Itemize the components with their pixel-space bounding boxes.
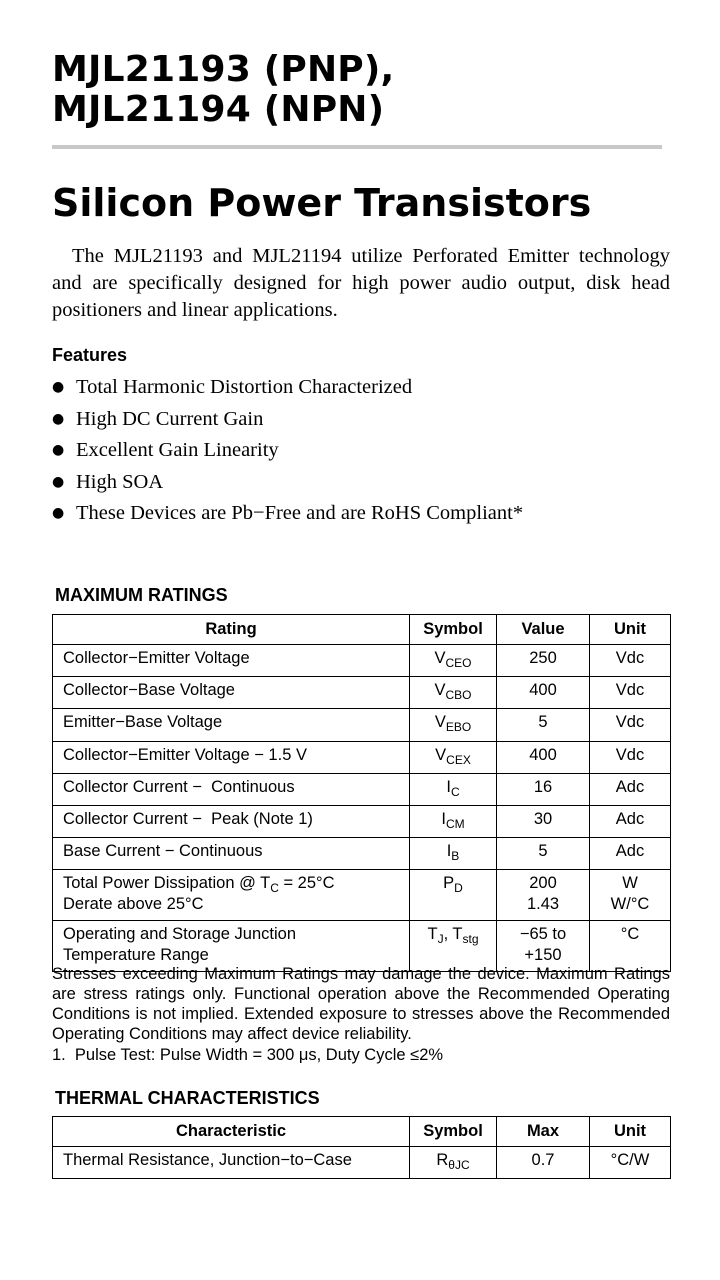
symbol-cell	[410, 741, 497, 773]
thermal-heading: THERMAL CHARACTERISTICS	[55, 1088, 320, 1108]
unit-cell: Vdc	[590, 741, 671, 773]
rating-cell: Collector Current − Peak (Note 1)	[53, 805, 410, 837]
footnote-1: 1. Pulse Test: Pulse Width = 300 μs, Duty Cycle ≤2%	[52, 1046, 444, 1064]
column-header-max: Max	[497, 1117, 590, 1147]
rating-text: Total Power Dissipation @ T	[63, 874, 271, 893]
max-cell: 0.7	[497, 1147, 590, 1179]
value-cell: 400	[497, 741, 590, 773]
symbol-subscript: CEX	[446, 752, 471, 767]
table-row-power-dissipation	[53, 870, 671, 921]
max-ratings-heading: MAXIMUM RATINGS	[55, 585, 228, 605]
rating-cell: Collector Current − Continuous	[53, 773, 410, 805]
rating-subscript: C	[270, 881, 279, 896]
rating-text-suffix: = 25°C	[278, 874, 335, 893]
value-line-1: −65 to	[519, 925, 567, 944]
symbol-subscript: D	[454, 881, 463, 896]
symbol-letter: I	[441, 809, 446, 828]
feature-text: Excellent Gain Linearity	[76, 439, 279, 461]
list-item	[52, 436, 672, 468]
symbol-cell	[410, 1147, 497, 1179]
table-row	[53, 709, 671, 741]
value-cell: 5	[497, 838, 590, 870]
bullet-icon: ●	[52, 379, 65, 395]
symbol-cell	[410, 870, 497, 921]
unit-cell: Vdc	[590, 709, 671, 741]
symbol-cell	[410, 805, 497, 837]
bullet-icon: ●	[52, 505, 65, 521]
symbol-letter: V	[434, 649, 446, 667]
feature-text: High SOA	[76, 470, 164, 493]
unit-cell: Vdc	[590, 645, 671, 677]
part-number-line-2: MJL21194 (NPN)	[52, 89, 385, 130]
bullet-icon: ●	[52, 442, 65, 458]
unit-cell: Adc	[590, 838, 671, 870]
rating-cell: Collector−Base Voltage	[53, 677, 410, 709]
title-divider	[52, 145, 662, 149]
table-row	[53, 741, 671, 773]
symbol-cell	[410, 645, 497, 677]
part-number-line-1: MJL21193 (PNP),	[52, 49, 395, 90]
symbol-cell	[410, 677, 497, 709]
list-item	[52, 499, 672, 531]
max-ratings-table	[52, 614, 671, 972]
symbol-subscript-2: stg	[462, 932, 479, 947]
value-cell: 5	[497, 709, 590, 741]
table-row	[53, 1147, 671, 1179]
column-header-value: Value	[497, 615, 590, 645]
symbol-subscript: C	[450, 784, 460, 799]
stress-notice: Stresses exceeding Maximum Ratings may damage the device. Maximum Ratings are stress ratings only. Functional operation above the Recommended Operating Conditions is not implied. Extended exposure to stresses above the Recommended Operating Conditions may affect device reliability.	[52, 965, 670, 1043]
rating-cell: Base Current − Continuous	[53, 838, 410, 870]
rating-line-2: Temperature Range	[63, 946, 209, 965]
unit-cell	[590, 870, 671, 921]
unit-cell: Adc	[590, 773, 671, 805]
value-line-1: 200	[529, 874, 557, 893]
symbol-letter: V	[434, 713, 446, 732]
rating-line-1	[63, 873, 409, 894]
symbol-letter: V	[434, 681, 446, 700]
symbol-subscript: B	[451, 849, 460, 864]
features-heading: Features	[52, 345, 128, 365]
features-list	[52, 373, 672, 531]
symbol-letter: R	[436, 1151, 449, 1169]
symbol-letter: I	[446, 777, 451, 796]
column-header-rating: Rating	[53, 615, 410, 645]
column-header-characteristic: Characteristic	[53, 1117, 410, 1147]
rating-cell: Collector−Emitter Voltage	[53, 645, 410, 677]
intro-paragraph	[52, 243, 670, 324]
thermal-table	[52, 1116, 671, 1179]
symbol-subscript: CEO	[445, 656, 472, 670]
unit-cell: Vdc	[590, 677, 671, 709]
unit-cell: °C	[590, 921, 671, 972]
page-title: Silicon Power Transistors	[52, 181, 592, 225]
symbol-subscript: CM	[445, 816, 465, 831]
bullet-icon: ●	[52, 410, 65, 427]
symbol-cell	[410, 838, 497, 870]
table-header-row	[53, 1117, 671, 1147]
part-number-title	[52, 50, 672, 130]
table-row	[53, 805, 671, 837]
column-header-symbol: Symbol	[410, 615, 497, 645]
rating-cell: Collector−Emitter Voltage − 1.5 V	[53, 741, 410, 773]
bullet-icon: ●	[52, 473, 65, 490]
symbol-subscript: CBO	[445, 688, 472, 703]
column-header-unit: Unit	[590, 1117, 671, 1147]
feature-text: Total Harmonic Distortion Characterized	[76, 376, 413, 398]
rating-line-2: Derate above 25°C	[63, 895, 204, 914]
rating-cell: Emitter−Base Voltage	[53, 709, 410, 741]
unit-line-2: W/°C	[610, 895, 650, 914]
list-item	[52, 373, 672, 405]
value-line-2: +150	[524, 946, 562, 965]
value-cell: 30	[497, 805, 590, 837]
intro-text: The MJL21193 and MJL21194 utilize Perforated Emitter technology and are specifically designed for high power audio output, disk head positioners and linear applications.	[52, 245, 670, 321]
symbol-cell	[410, 773, 497, 805]
feature-text: These Devices are Pb−Free and are RoHS Compliant*	[76, 502, 524, 524]
symbol-letter: P	[443, 874, 455, 893]
rating-line-1: Operating and Storage Junction	[63, 925, 296, 944]
list-item	[52, 468, 672, 500]
symbol-letter: T	[427, 925, 438, 944]
value-cell	[497, 870, 590, 921]
unit-cell: °C/W	[590, 1147, 671, 1179]
column-header-symbol: Symbol	[410, 1117, 497, 1147]
value-cell: 16	[497, 773, 590, 805]
symbol-subscript: J	[437, 932, 444, 947]
table-row	[53, 645, 671, 677]
table-header-row	[53, 615, 671, 645]
value-line-2: 1.43	[526, 895, 560, 914]
symbol-subscript: θJC	[448, 1158, 470, 1172]
symbol-letter: I	[446, 842, 452, 861]
symbol-separator: , T	[443, 925, 463, 944]
list-item	[52, 405, 672, 437]
table-row	[53, 677, 671, 709]
table-row	[53, 773, 671, 805]
unit-line-1: W	[622, 874, 638, 893]
symbol-cell	[410, 709, 497, 741]
column-header-unit: Unit	[590, 615, 671, 645]
symbol-subscript: EBO	[445, 720, 472, 735]
feature-text: High DC Current Gain	[76, 407, 264, 430]
value-cell: 400	[497, 677, 590, 709]
table-row	[53, 838, 671, 870]
unit-cell: Adc	[590, 805, 671, 837]
rating-cell	[53, 870, 410, 921]
value-cell: 250	[497, 645, 590, 677]
characteristic-cell: Thermal Resistance, Junction−to−Case	[53, 1147, 410, 1179]
symbol-letter: V	[435, 745, 447, 764]
